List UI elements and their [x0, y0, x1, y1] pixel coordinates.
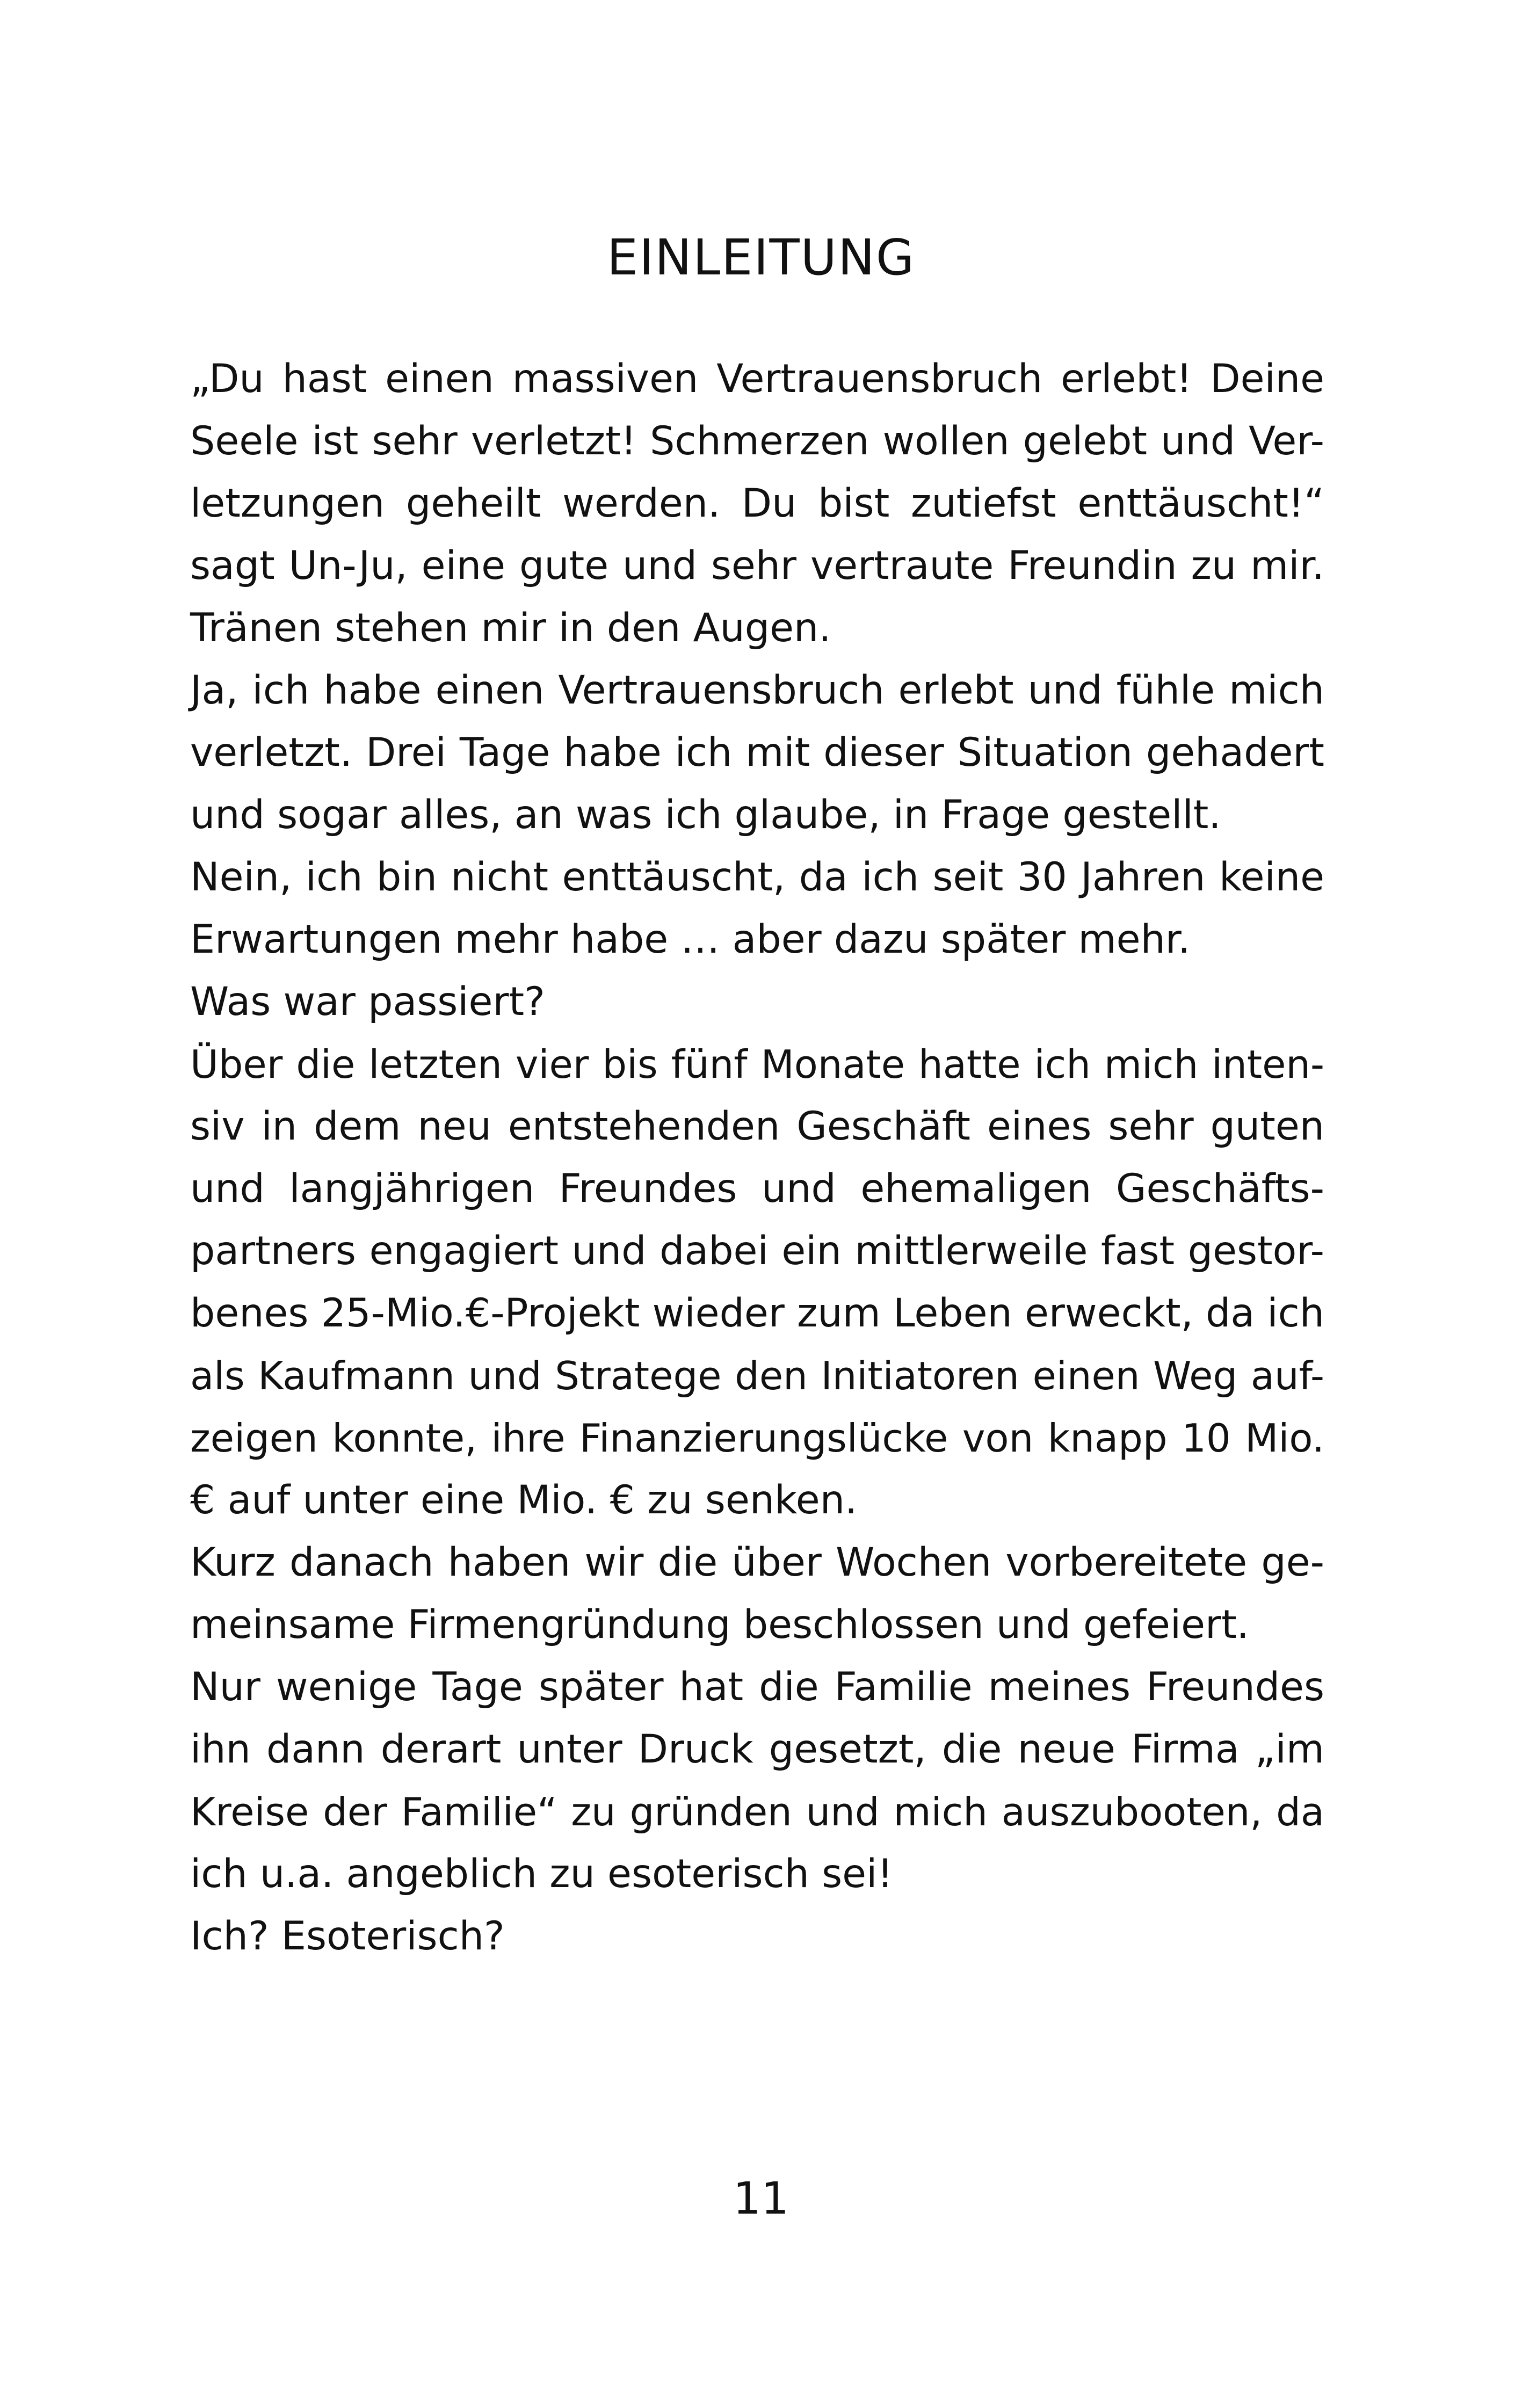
text-line: € auf unter eine Mio. € zu senken.	[190, 1477, 858, 1523]
text-line: Kreise der Familie“ zu gründen und mich auszubooten, da	[190, 1789, 1324, 1834]
text-line: Nein, ich bin nicht enttäuscht, da ich seit 30 Jahren keine	[190, 854, 1324, 900]
text-line: meinsame Firmengründung beschlossen und gefeiert.	[190, 1602, 1249, 1648]
text-line: Seele ist sehr verletzt! Schmerzen wollen gelebt und Ver-	[190, 418, 1324, 464]
text-line: und langjährigen Freundes und ehemaligen Geschäfts-	[190, 1166, 1324, 1212]
text-line: ich u.a. angeblich zu esoterisch sei!	[190, 1851, 893, 1897]
text-line: Ich? Esoterisch?	[190, 1913, 505, 1959]
text-line: Kurz danach haben wir die über Wochen vorbereitete ge-	[190, 1540, 1324, 1585]
text-line: als Kaufmann und Stratege den Initiatoren einen Weg auf-	[190, 1353, 1324, 1398]
text-line: und sogar alles, an was ich glaube, in Frage gestellt.	[190, 792, 1221, 838]
text-line: „Du hast einen massiven Vertrauensbruch erlebt! Deine	[190, 356, 1324, 402]
text-line: sagt Un-Ju, eine gute und sehr vertraute Freundin zu mir.	[190, 543, 1324, 589]
text-line: letzungen geheilt werden. Du bist zutiefst enttäuscht!“	[190, 481, 1324, 526]
text-line: Über die letzten vier bis fünf Monate hatte ich mich inten-	[190, 1042, 1324, 1087]
text-line: siv in dem neu entstehenden Geschäft eines sehr guten	[190, 1104, 1324, 1149]
text-line: benes 25-Mio.€-Projekt wieder zum Leben erweckt, da ich	[190, 1290, 1324, 1336]
chapter-title: EINLEITUNG	[606, 229, 916, 286]
text-line: verletzt. Drei Tage habe ich mit dieser Situation gehadert	[190, 730, 1324, 775]
body-text	[190, 348, 1324, 1968]
text-line: zeigen konnte, ihre Finanzierungslücke von knapp 10 Mio.	[190, 1416, 1324, 1461]
text-line: Tränen stehen mir in den Augen.	[190, 605, 831, 651]
text-line: ihn dann derart unter Druck gesetzt, die neue Firma „im	[190, 1727, 1324, 1772]
text-line: Erwartungen mehr habe … aber dazu später mehr.	[190, 917, 1191, 962]
text-line: Ja, ich habe einen Vertrauensbruch erlebt und fühle mich	[190, 668, 1324, 713]
text-line: Was war passiert?	[190, 979, 545, 1025]
text-line: partners engagiert und dabei ein mittlerweile fast gestor-	[190, 1228, 1324, 1274]
text-line: Nur wenige Tage später hat die Familie meines Freundes	[190, 1664, 1324, 1710]
page-number: 11	[733, 2173, 789, 2224]
